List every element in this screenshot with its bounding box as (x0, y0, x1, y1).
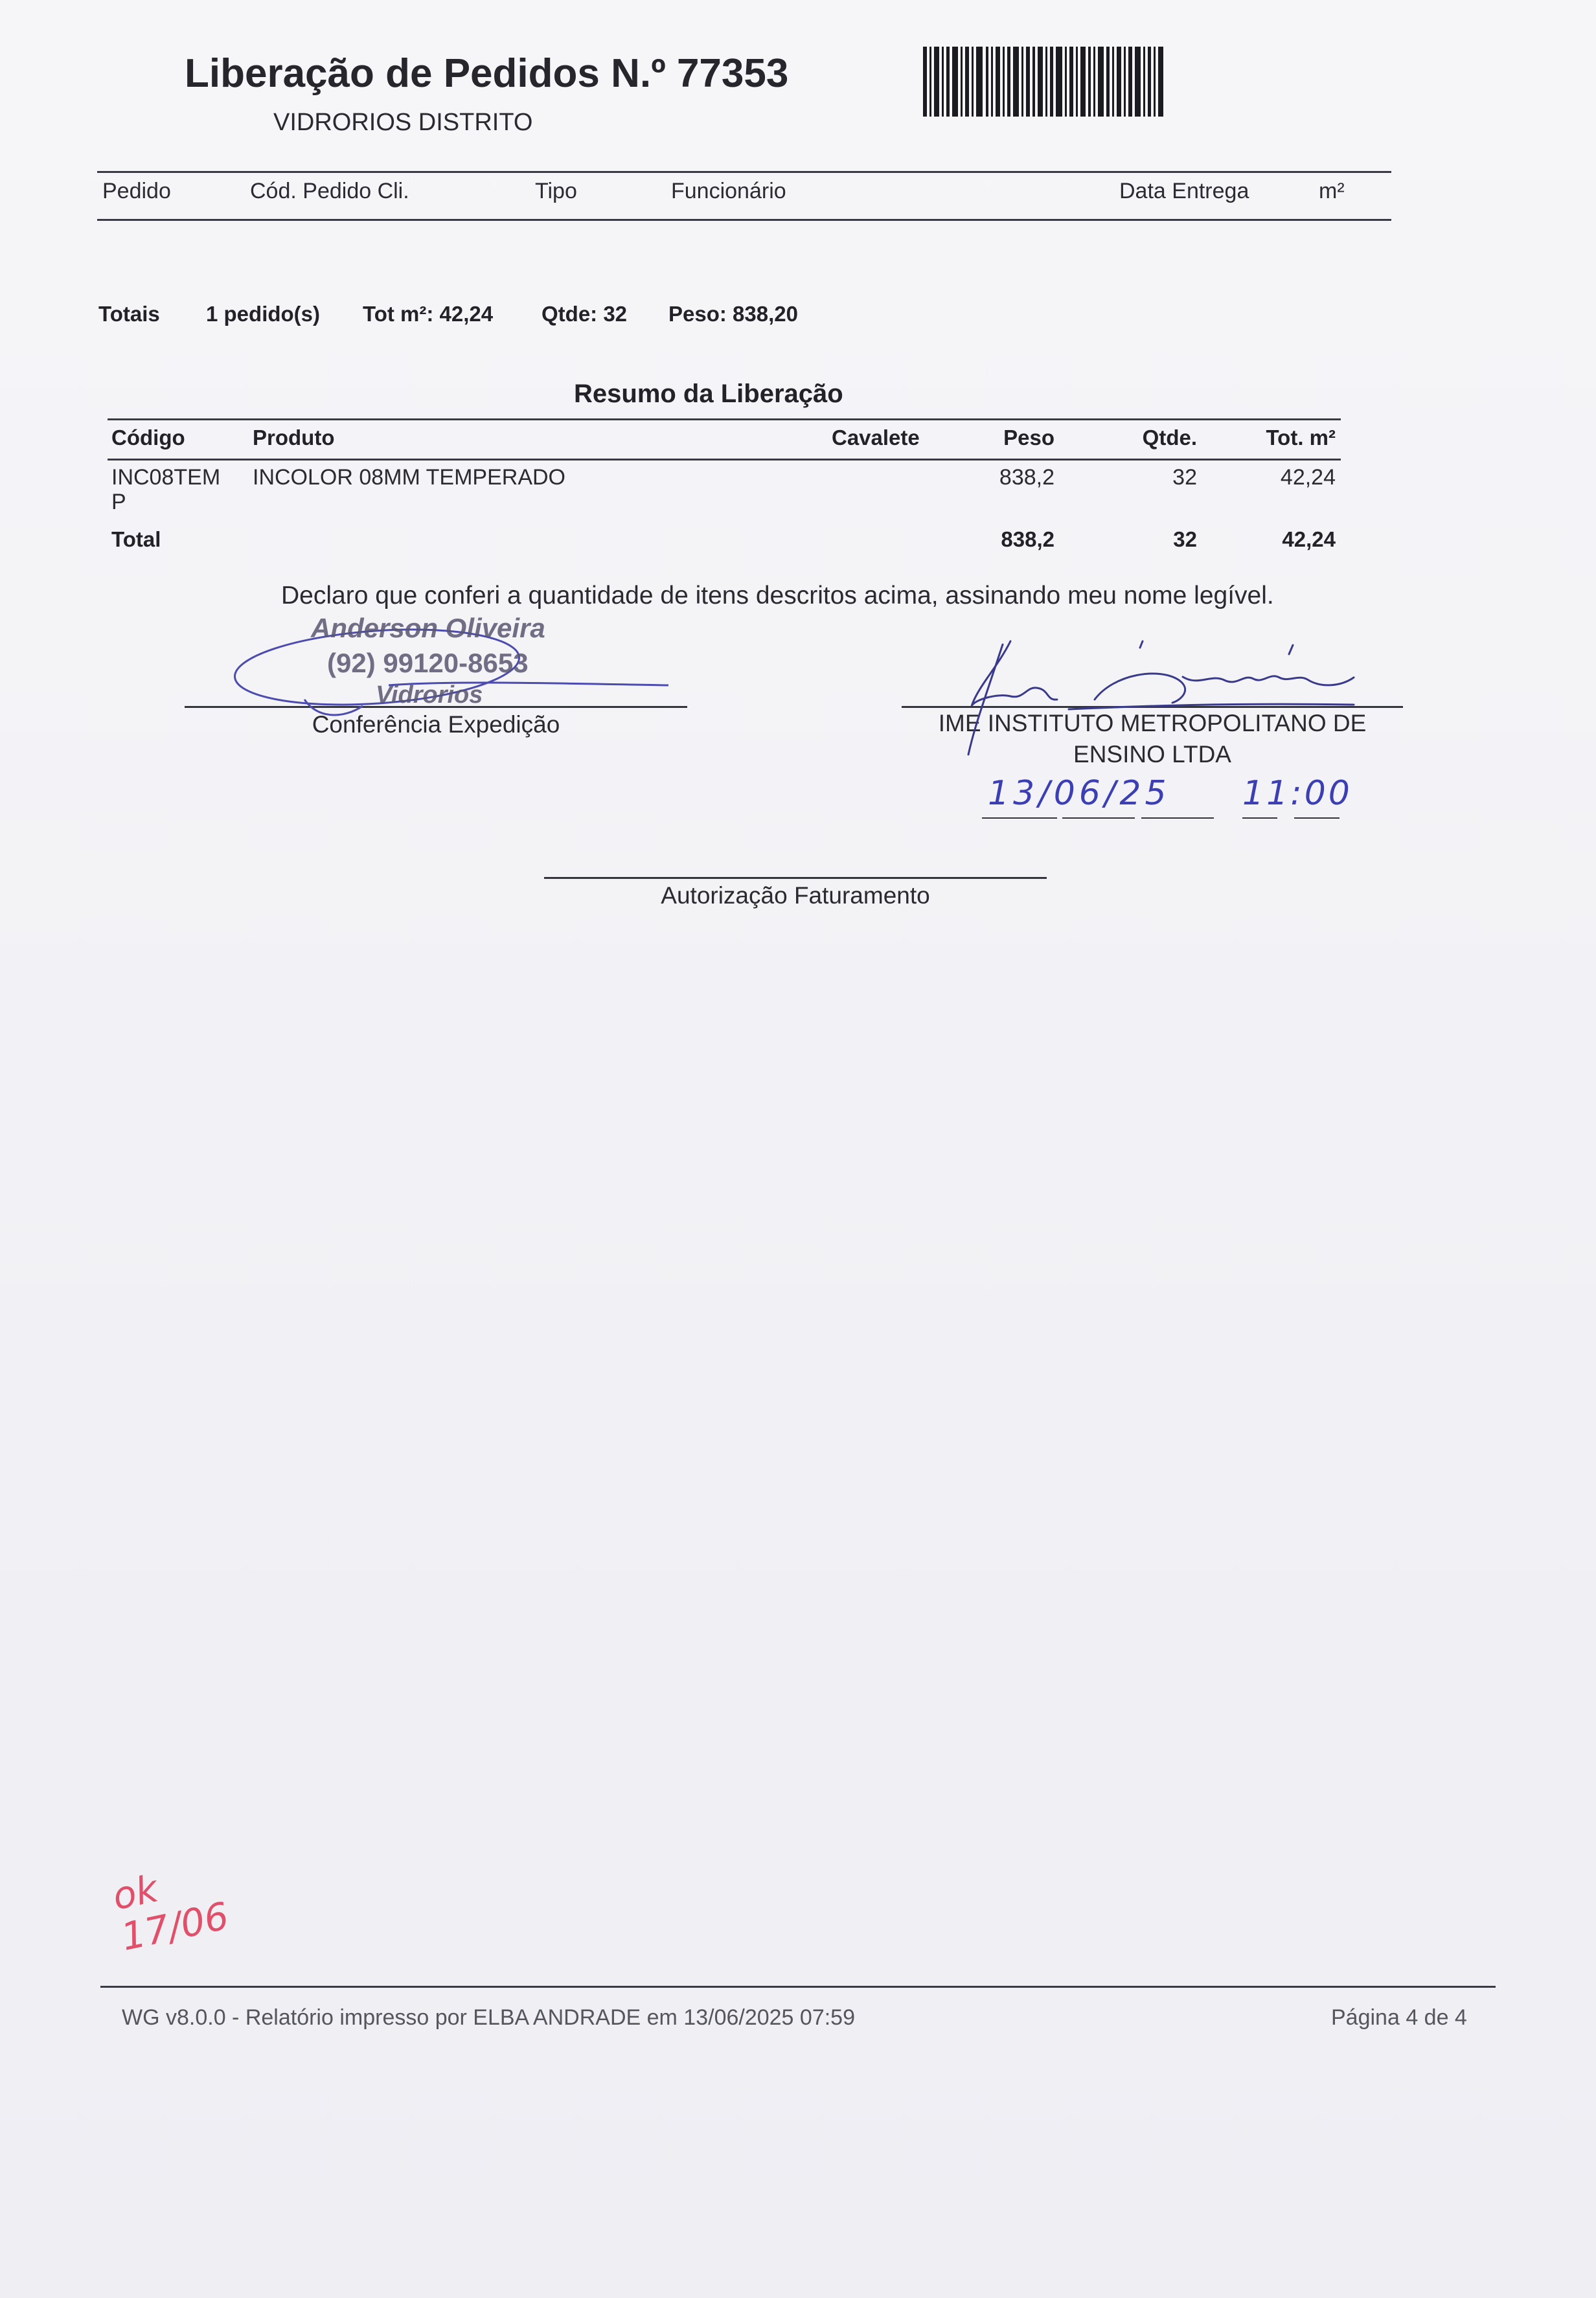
signature-label-conferencia: Conferência Expedição (312, 711, 560, 738)
company-name: VIDRORIOS DISTRITO (273, 109, 533, 136)
row-qtde: 32 (1172, 465, 1197, 490)
summary-header-produto: Produto (253, 426, 335, 449)
time-line-hour (1242, 817, 1277, 819)
totals-peso: Peso: 838,20 (668, 302, 798, 326)
total-tot-m2: 42,24 (1282, 527, 1336, 551)
footer-print-info: WG v8.0.0 - Relatório impresso por ELBA ANDRADE em 13/06/2025 07:59 (122, 2005, 855, 2030)
summary-header-cavalete: Cavalete (832, 426, 920, 449)
signature-label-ime-line2: ENSINO LTDA (1073, 741, 1231, 768)
col-pedido: Pedido (102, 179, 171, 203)
date-line-day (982, 817, 1057, 819)
summary-title: Resumo da Liberação (574, 380, 843, 408)
stamp-phone: (92) 99120-8653 (327, 648, 529, 678)
col-funcionario: Funcionário (671, 179, 786, 203)
summary-header-qtde: Qtde. (1142, 426, 1197, 449)
summary-header-tot-m2: Tot. m² (1266, 426, 1336, 449)
total-label: Total (111, 527, 161, 551)
stamp-name: Anderson Oliveira (311, 613, 545, 643)
col-data-entrega: Data Entrega (1119, 179, 1249, 203)
document-title: Liberação de Pedidos N.º 77353 (185, 51, 789, 96)
row-codigo-cont: P (111, 490, 126, 514)
totals-qtde: Qtde: 32 (542, 302, 628, 326)
total-peso: 838,2 (1001, 527, 1054, 551)
handwritten-red-note: ok 17/06 (108, 1866, 233, 1959)
row-tot-m2: 42,24 (1280, 465, 1336, 490)
totals-tot-m2: Tot m²: 42,24 (363, 302, 494, 326)
totals-label: Totais (98, 302, 160, 326)
time-line-minute (1294, 817, 1340, 819)
declaration-text: Declaro que conferi a quantidade de itens descritos acima, assinando meu nome legível. (281, 582, 1274, 609)
signature-right (0, 0, 1596, 777)
stamp-company: Vidrorios (376, 681, 483, 709)
handwritten-date: 13/06/25 (988, 774, 1170, 813)
authorization-label: Autorização Faturamento (661, 882, 930, 909)
date-line-year (1141, 817, 1214, 819)
signature-label-ime-line1: IME INSTITUTO METROPOLITANO DE (938, 710, 1367, 736)
authorization-line (544, 877, 1047, 879)
row-codigo: INC08TEM (111, 465, 221, 490)
summary-header-codigo: Código (111, 426, 185, 449)
col-tipo: Tipo (535, 179, 577, 203)
summary-header-peso: Peso (1003, 426, 1054, 449)
row-produto: INCOLOR 08MM TEMPERADO (253, 465, 566, 490)
date-line-month (1062, 817, 1135, 819)
handwritten-time: 11:00 (1242, 774, 1352, 813)
col-cod-pedido-cli: Cód. Pedido Cli. (250, 179, 409, 203)
footer-page-number: Página 4 de 4 (1331, 2005, 1467, 2030)
footer-rule (100, 1986, 1496, 1988)
row-peso: 838,2 (999, 465, 1054, 490)
total-qtde: 32 (1173, 527, 1197, 551)
col-m2: m² (1319, 179, 1345, 203)
totals-pedidos: 1 pedido(s) (206, 302, 321, 326)
